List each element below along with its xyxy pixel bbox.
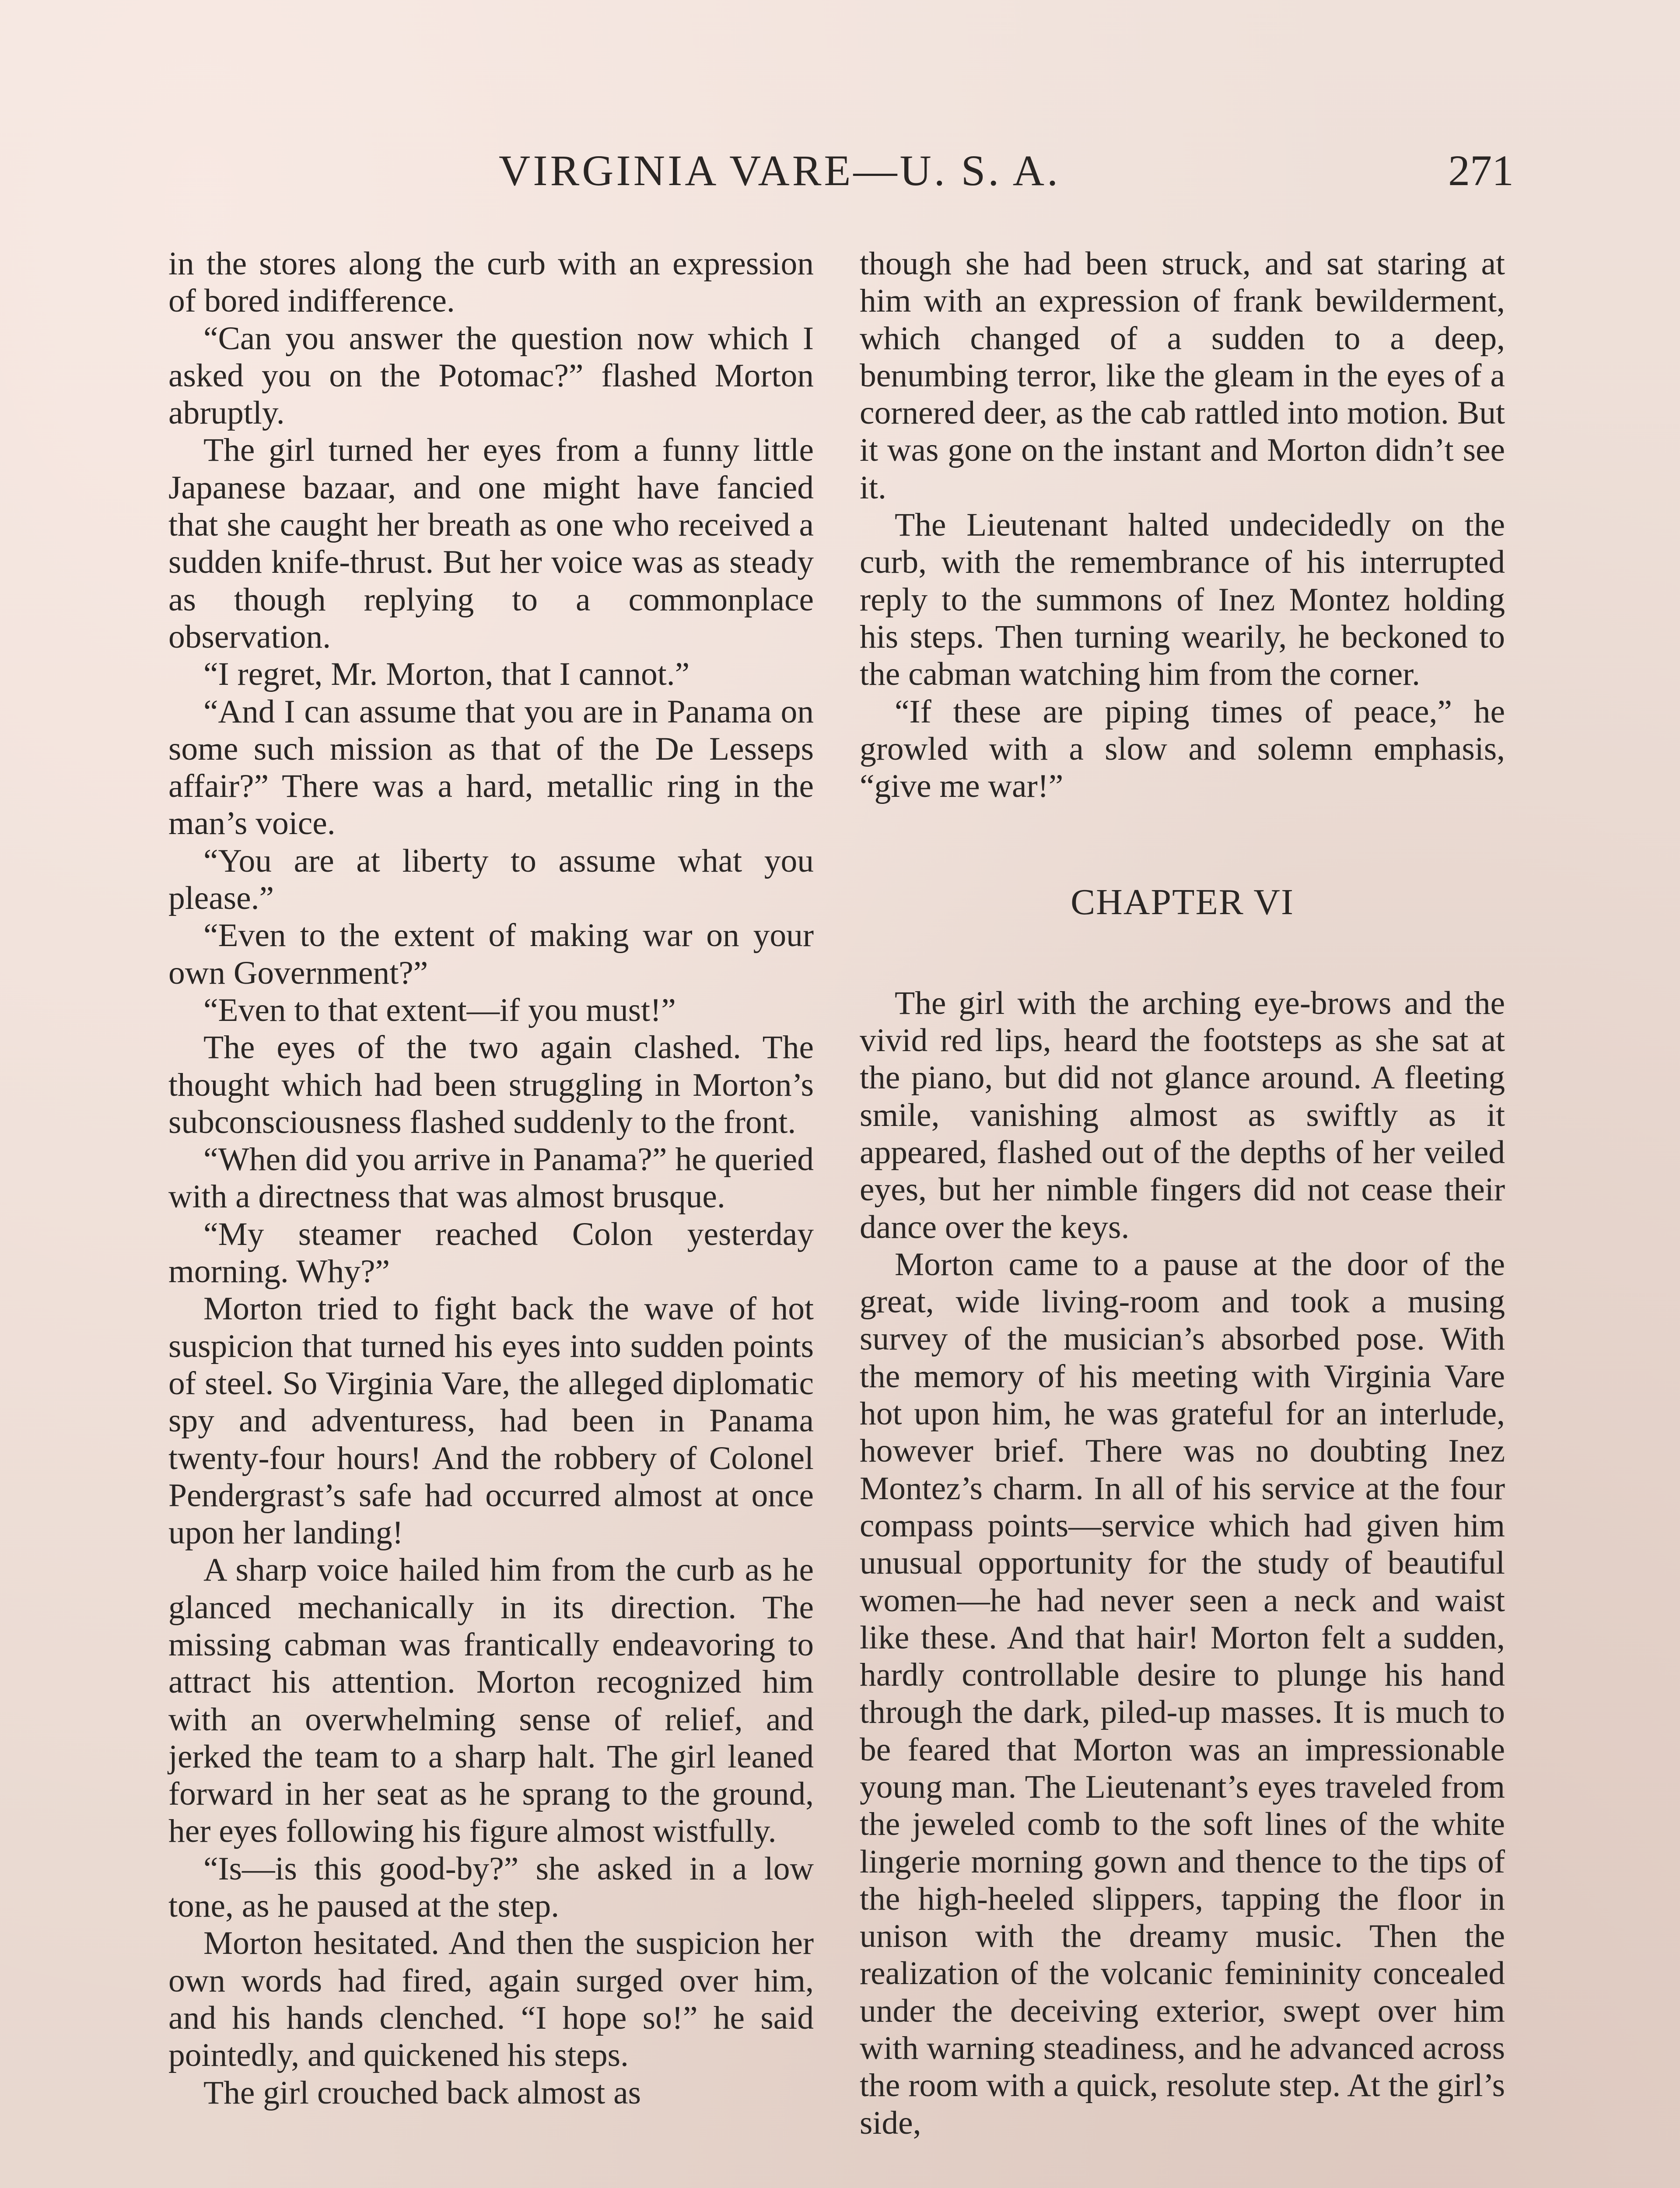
paragraph: The girl with the arching eye-brows and the vivid red lips, heard the footsteps as she sat at the piano, but did not glance around. A fleeting smile, vanishing almost as swiftly as it appeared, flashed out of the depths of her veiled eyes, but her nimble fingers did not cease their dance over the keys. [860,985,1505,1245]
paragraph: The eyes of the two again clashed. The thought which had been struggling in Morton’s subconsciousness flashed suddenly to the front. [168,1029,814,1140]
paragraph: “Can you answer the question now which I asked you on the Potomac?” flashed Morton abruptly. [168,320,814,431]
running-title: VIRGINIA VARE—U. S. A. [499,146,1061,195]
paragraph: The Lieutenant halted undecidedly on the curb, with the remembrance of his interrupted reply to the summons of Inez Montez holding his steps. Then turning wearily, he beckoned to the cabman watching him from the corner. [860,507,1505,693]
paragraph: “I regret, Mr. Morton, that I cannot.” [203,656,690,693]
paragraph: Morton came to a pause at the door of the great, wide living-room and took a musing survey of the musician’s absorbed pose. With the memory of his meeting with Virginia Vare hot upon him, he was grateful for an interlude, however brief. There was no doubting Inez Montez’s charm. In all of his service at the four compass points—service which had given him unusual opportunity for the study of beautiful women—he had never seen a neck and waist like these. And that hair! Morton felt a sudden, hardly controllable desire to plunge his hand through the dark, piled-up masses. It is much to be feared that Morton was an impressionable young man. The Lieutenant’s eyes traveled from the jeweled comb to the soft lines of the white lingerie morning gown and thence to the tips of the high-heeled slippers, tapping the floor in unison with the dreamy music. Then the realization of the volcanic femininity concealed under the deceiving exterior, swept over him with warning steadiness, and he advanced across the room with a quick, resolute step. At the girl’s side, [860,1246,1505,2141]
paragraph: “If these are piping times of peace,” he growled with a slow and solemn emphasis, “give me war!” [860,693,1505,805]
paragraph: A sharp voice hailed him from the curb as he glanced mechanically in its direction. The missing cabman was frantically endeavoring to attract his attention. Morton recognized him with an overwhelming sense of relief, and jerked the team to a sharp halt. The girl leaned forward in her seat as he sprang to the ground, her eyes following his figure almost wistfully. [168,1552,814,1850]
right-column [860,245,1505,2188]
paragraph: “Is—is this good-by?” she asked in a low tone, as he paused at the step. [168,1850,814,1925]
paragraph: in the stores along the curb with an expression of bored indifference. [168,245,814,319]
left-column [168,245,814,2188]
running-header [446,144,1514,210]
paragraph: “My steamer reached Colon yesterday morning. Why?” [168,1216,814,1290]
paragraph: Morton tried to fight back the wave of hot suspicion that turned his eyes into sudden points of steel. So Virginia Vare, the alleged diplomatic spy and adventuress, had been in Panama twenty-four hours! And the robbery of Colonel Pendergrast’s safe had occurred almost at once upon her landing! [168,1290,814,1551]
paragraph: The girl turned her eyes from a funny little Japanese bazaar, and one might have fancied that she caught her breath as one who received a sudden knife-thrust. But her voice was as steady as though replying to a commonplace observation. [168,432,814,655]
paragraph: though she had been struck, and sat staring at him with an expression of frank bewilderment, which changed of a sudden to a deep, benumbing terror, like the gleam in the eyes of a cornered deer, as the cab rattled into motion. But it was gone on the instant and Morton didn’t see it. [860,245,1505,506]
paragraph: “Even to the extent of making war on your own Government?” [168,917,814,991]
paragraph: Morton hesitated. And then the suspicion her own words had fired, again surged over him, and his hands clenched. “I hope so!” he said pointedly, and quickened his steps. [168,1925,814,2074]
chapter-heading: CHAPTER VI [1071,882,1294,923]
paragraph: “Even to that extent—if you must!” [203,992,676,1028]
paragraph: “And I can assume that you are in Panama on some such mission as that of the De Lesseps affair?” There was a hard, metallic ring in the man’s voice. [168,693,814,842]
page-number: 271 [1448,146,1514,195]
paragraph: “You are at liberty to assume what you please.” [168,842,814,917]
paragraph: “When did you arrive in Panama?” he queried with a directness that was almost brusque. [168,1141,814,1215]
paragraph: The girl crouched back almost as [203,2074,641,2111]
